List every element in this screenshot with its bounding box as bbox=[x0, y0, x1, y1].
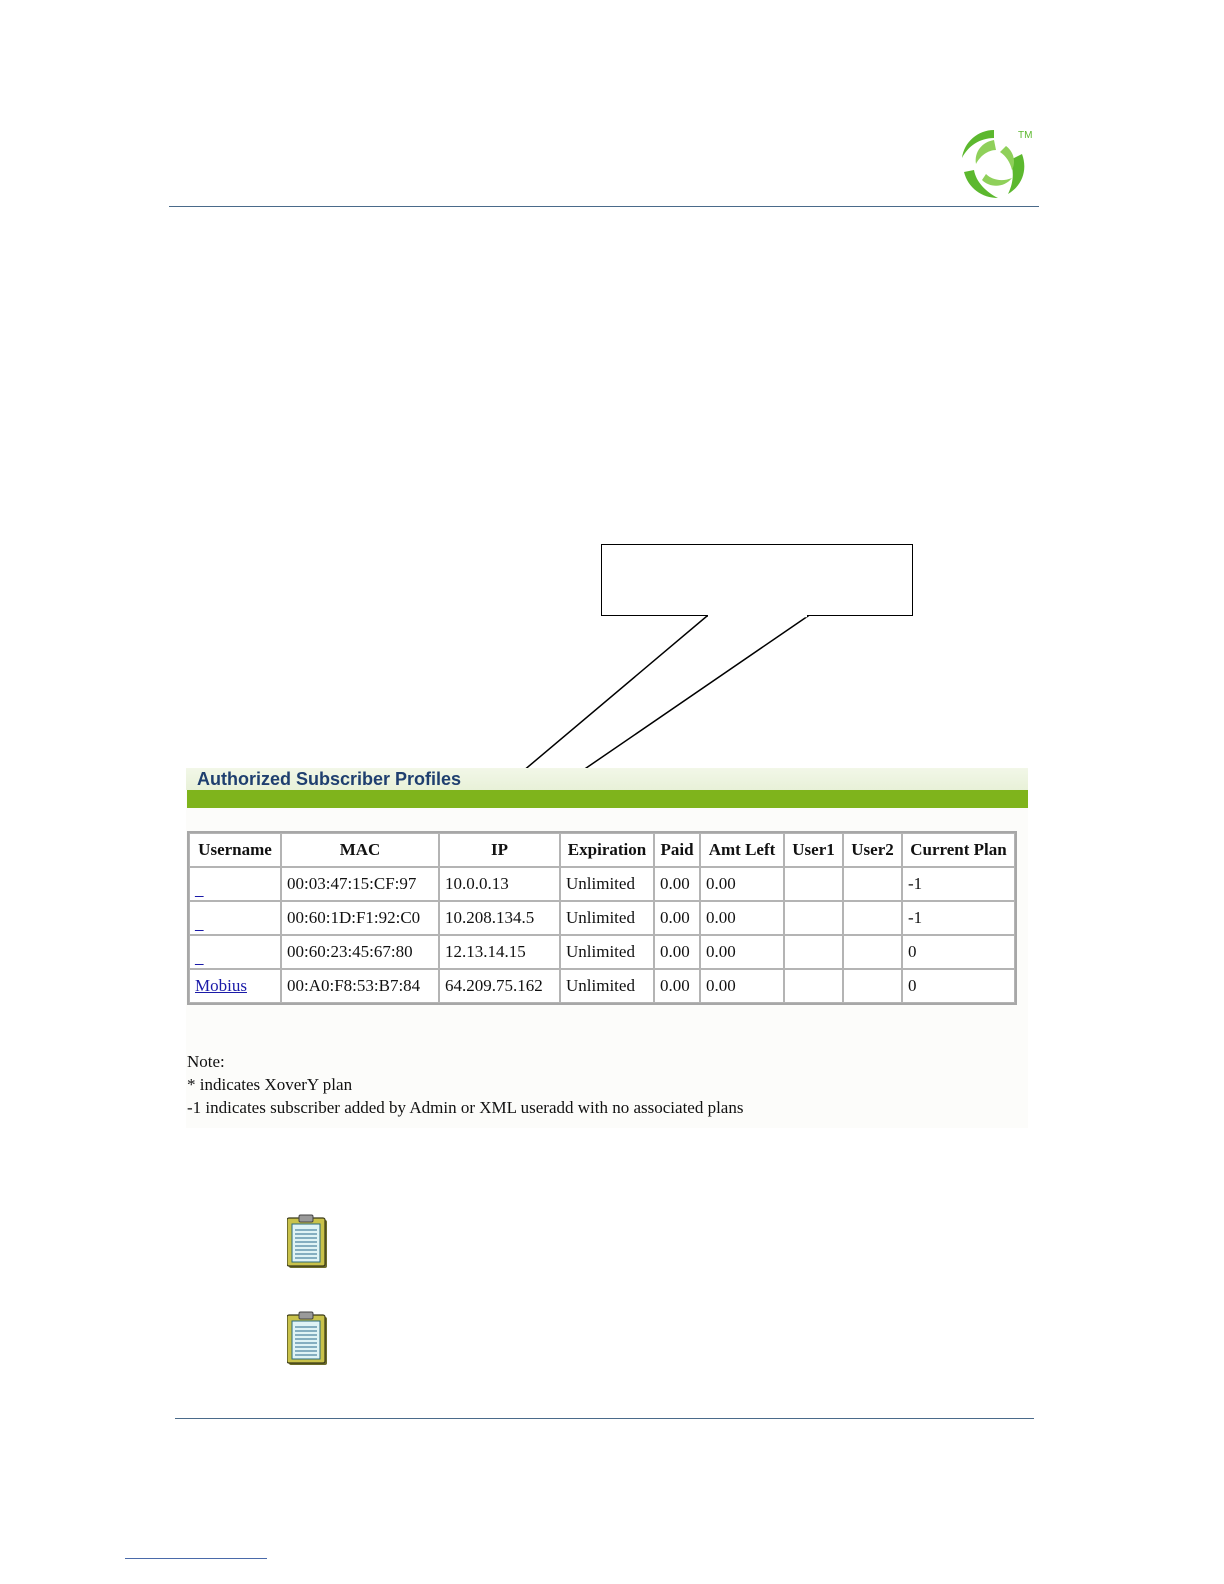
table-row bbox=[189, 969, 1015, 1003]
callout-box bbox=[601, 544, 913, 616]
ip-cell: 64.209.75.162 bbox=[439, 969, 560, 1003]
table-header-row bbox=[189, 833, 1015, 867]
amt-left-cell: 0.00 bbox=[700, 867, 784, 901]
plan-cell: -1 bbox=[902, 901, 1015, 935]
panel-accent-bar bbox=[187, 790, 1028, 808]
username-link[interactable]: _ bbox=[195, 880, 204, 899]
clipboard-icon bbox=[287, 1214, 331, 1270]
ip-cell: 10.208.134.5 bbox=[439, 901, 560, 935]
username-cell bbox=[189, 867, 281, 901]
user2-cell bbox=[843, 935, 902, 969]
panel-title-bar bbox=[186, 768, 1028, 790]
paid-cell: 0.00 bbox=[654, 969, 700, 1003]
user1-cell bbox=[784, 901, 843, 935]
svg-text:TM: TM bbox=[1018, 130, 1033, 141]
user1-cell bbox=[784, 969, 843, 1003]
footer-divider bbox=[175, 1418, 1034, 1419]
username-cell bbox=[189, 901, 281, 935]
col-user2: User2 bbox=[843, 833, 902, 867]
notes-line-admin: -1 indicates subscriber added by Admin or XML useradd with no associated plans bbox=[187, 1098, 744, 1117]
plan-cell: 0 bbox=[902, 935, 1015, 969]
paid-cell: 0.00 bbox=[654, 935, 700, 969]
ip-cell: 12.13.14.15 bbox=[439, 935, 560, 969]
ip-cell: 10.0.0.13 bbox=[439, 867, 560, 901]
plan-cell: 0 bbox=[902, 969, 1015, 1003]
header-divider bbox=[169, 206, 1039, 207]
paid-cell: 0.00 bbox=[654, 901, 700, 935]
footnote-divider bbox=[125, 1558, 267, 1559]
notes-line-xovery: * indicates XoverY plan bbox=[187, 1075, 353, 1094]
amt-left-cell: 0.00 bbox=[700, 969, 784, 1003]
mac-cell: 00:60:23:45:67:80 bbox=[281, 935, 439, 969]
username-cell bbox=[189, 935, 281, 969]
notes bbox=[187, 1050, 743, 1119]
col-user1: User1 bbox=[784, 833, 843, 867]
col-username: Username bbox=[189, 833, 281, 867]
mac-cell: 00:60:1D:F1:92:C0 bbox=[281, 901, 439, 935]
col-mac: MAC bbox=[281, 833, 439, 867]
username-cell bbox=[189, 969, 281, 1003]
clipboard-icon bbox=[287, 1311, 331, 1367]
mac-cell: 00:03:47:15:CF:97 bbox=[281, 867, 439, 901]
user2-cell bbox=[843, 867, 902, 901]
table-row bbox=[189, 935, 1015, 969]
subscribers-table bbox=[187, 831, 1017, 1005]
expiration-cell: Unlimited bbox=[560, 901, 654, 935]
col-current-plan: Current Plan bbox=[902, 833, 1015, 867]
table-row bbox=[189, 867, 1015, 901]
table-row bbox=[189, 901, 1015, 935]
expiration-cell: Unlimited bbox=[560, 867, 654, 901]
swirl-logo-icon bbox=[950, 124, 1040, 204]
user1-cell bbox=[784, 935, 843, 969]
user2-cell bbox=[843, 901, 902, 935]
panel-title: Authorized Subscriber Profiles bbox=[197, 769, 462, 789]
col-ip: IP bbox=[439, 833, 560, 867]
username-link[interactable]: Mobius bbox=[195, 976, 247, 995]
notes-heading: Note: bbox=[187, 1052, 225, 1071]
username-link[interactable]: _ bbox=[195, 948, 204, 967]
expiration-cell: Unlimited bbox=[560, 969, 654, 1003]
paid-cell: 0.00 bbox=[654, 867, 700, 901]
col-paid: Paid bbox=[654, 833, 700, 867]
mac-cell: 00:A0:F8:53:B7:84 bbox=[281, 969, 439, 1003]
plan-cell: -1 bbox=[902, 867, 1015, 901]
user2-cell bbox=[843, 969, 902, 1003]
username-link[interactable]: _ bbox=[195, 914, 204, 933]
expiration-cell: Unlimited bbox=[560, 935, 654, 969]
col-amt-left: Amt Left bbox=[700, 833, 784, 867]
user1-cell bbox=[784, 867, 843, 901]
subscriber-profiles-panel bbox=[186, 768, 1028, 1128]
amt-left-cell: 0.00 bbox=[700, 935, 784, 969]
col-expiration: Expiration bbox=[560, 833, 654, 867]
amt-left-cell: 0.00 bbox=[700, 901, 784, 935]
